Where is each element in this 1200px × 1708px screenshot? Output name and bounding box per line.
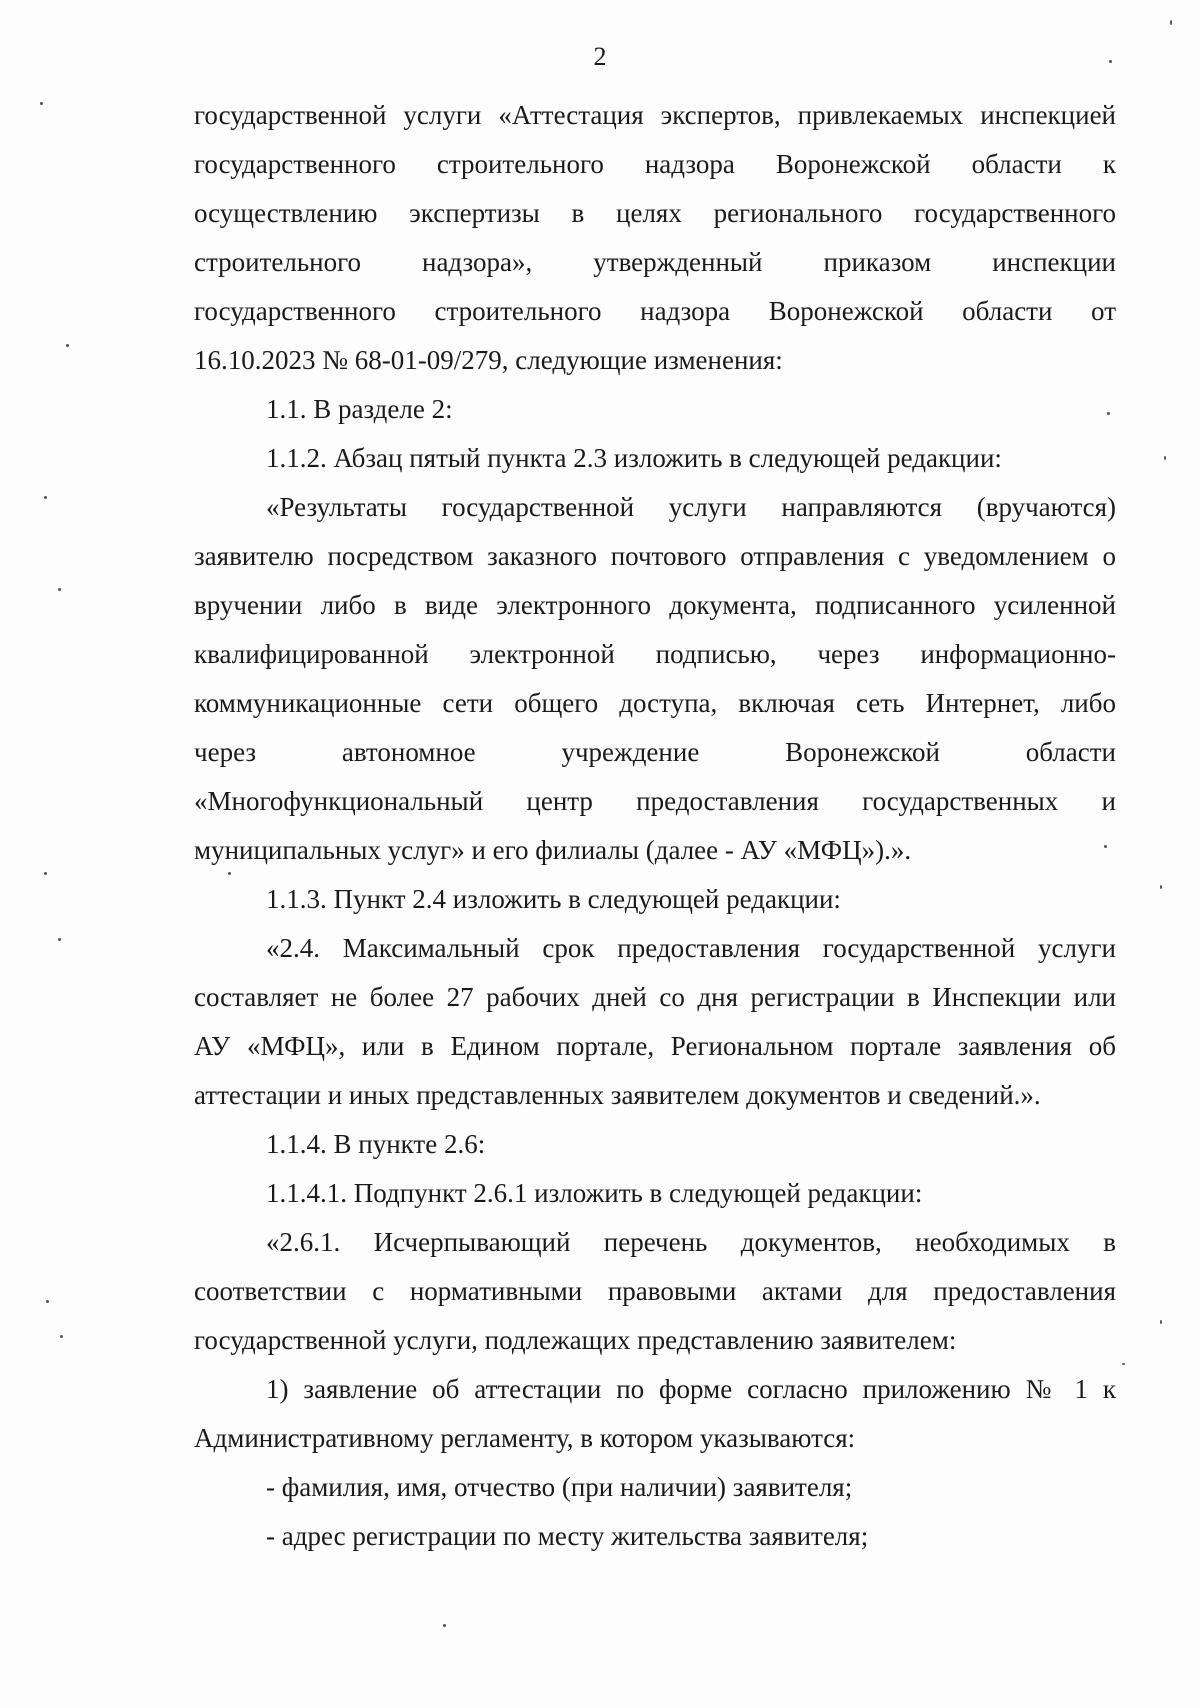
text-line: вручении либо в виде электронного документа, подписанного усиленной	[194, 590, 1116, 620]
text-line: «2.4. Максимальный срок предоставления государственной услуги	[266, 933, 1116, 963]
paragraph	[194, 1169, 1116, 1218]
text-line: 16.10.2023 № 68-01-09/279, следующие изменения:	[194, 345, 783, 375]
text-line: строительного надзора», утвержденный приказом инспекции	[194, 247, 1116, 277]
paragraph	[194, 1512, 1116, 1561]
scan-speck	[58, 938, 61, 941]
scan-speck	[228, 872, 231, 875]
scan-speck	[1164, 456, 1166, 460]
text-line: коммуникационные сети общего доступа, включая сеть Интернет, либо	[194, 688, 1116, 718]
text-line: осуществлению экспертизы в целях регионального государственного	[194, 198, 1116, 228]
scan-speck	[40, 102, 43, 105]
text-line: аттестации и иных представленных заявителем документов и сведений.».	[194, 1080, 1041, 1110]
text-line: - фамилия, имя, отчество (при наличии) заявителя;	[266, 1472, 853, 1502]
text-line: 1.1.3. Пункт 2.4 изложить в следующей редакции:	[266, 884, 841, 914]
scan-speck	[46, 1300, 49, 1303]
paragraph	[194, 385, 1116, 434]
text-line: соответствии с нормативными правовыми актами для предоставления	[194, 1276, 1116, 1306]
paragraph	[194, 434, 1116, 483]
page-number: 2	[593, 42, 607, 71]
paragraph	[194, 1463, 1116, 1512]
scan-speck	[443, 1624, 446, 1627]
scan-speck	[58, 588, 61, 591]
scan-speck	[44, 872, 47, 875]
text-line: 1.1. В разделе 2:	[266, 394, 453, 424]
text-line: Административному регламенту, в котором указываются:	[194, 1423, 856, 1453]
scan-speck	[1104, 845, 1107, 848]
text-line: АУ «МФЦ», или в Едином портале, Региональном портале заявления об	[194, 1031, 1116, 1061]
scan-speck	[1122, 1363, 1125, 1365]
text-line: государственной услуги, подлежащих представлению заявителем:	[194, 1325, 957, 1355]
scan-speck	[66, 344, 69, 347]
paragraph	[194, 1218, 1116, 1365]
text-line: 1.1.4. В пункте 2.6:	[266, 1129, 486, 1159]
scan-speck	[60, 1335, 63, 1338]
paragraph	[194, 924, 1116, 1120]
document-body	[194, 91, 1116, 1561]
paragraph	[194, 1365, 1116, 1463]
text-line: квалифицированной электронной подписью, через информационно-	[194, 639, 1116, 669]
text-line: «Многофункциональный центр предоставления государственных и	[194, 786, 1116, 816]
scan-speck	[1160, 1320, 1162, 1324]
scan-speck	[1109, 60, 1112, 63]
text-line: - адрес регистрации по месту жительства заявителя;	[266, 1521, 869, 1551]
paragraph	[194, 91, 1116, 385]
text-line: 1.1.2. Абзац пятый пункта 2.3 изложить в следующей редакции:	[266, 443, 1002, 473]
text-line: государственной услуги «Аттестация экспертов, привлекаемых инспекцией	[194, 100, 1116, 130]
scan-speck	[1170, 20, 1172, 25]
text-line: через автономное учреждение Воронежской области	[194, 737, 1116, 767]
text-line: государственного строительного надзора Воронежской области к	[194, 149, 1116, 179]
paragraph	[194, 1120, 1116, 1169]
paragraph	[194, 483, 1116, 875]
text-line: 1.1.4.1. Подпункт 2.6.1 изложить в следующей редакции:	[266, 1178, 923, 1208]
scan-speck	[44, 496, 47, 499]
text-line: государственного строительного надзора Воронежской области от	[194, 296, 1116, 326]
text-line: муниципальных услуг» и его филиалы (далее - АУ «МФЦ»).».	[194, 835, 912, 865]
text-line: «2.6.1. Исчерпывающий перечень документов, необходимых в	[266, 1227, 1116, 1257]
text-line: составляет не более 27 рабочих дней со дня регистрации в Инспекции или	[194, 982, 1116, 1012]
text-line: «Результаты государственной услуги направляются (вручаются)	[266, 492, 1116, 522]
text-line: 1) заявление об аттестации по форме согласно приложению № 1 к	[266, 1374, 1116, 1404]
text-line: заявителю посредством заказного почтового отправления с уведомлением о	[194, 541, 1116, 571]
paragraph	[194, 875, 1116, 924]
scan-speck	[1107, 412, 1110, 415]
scan-speck	[1160, 885, 1162, 889]
